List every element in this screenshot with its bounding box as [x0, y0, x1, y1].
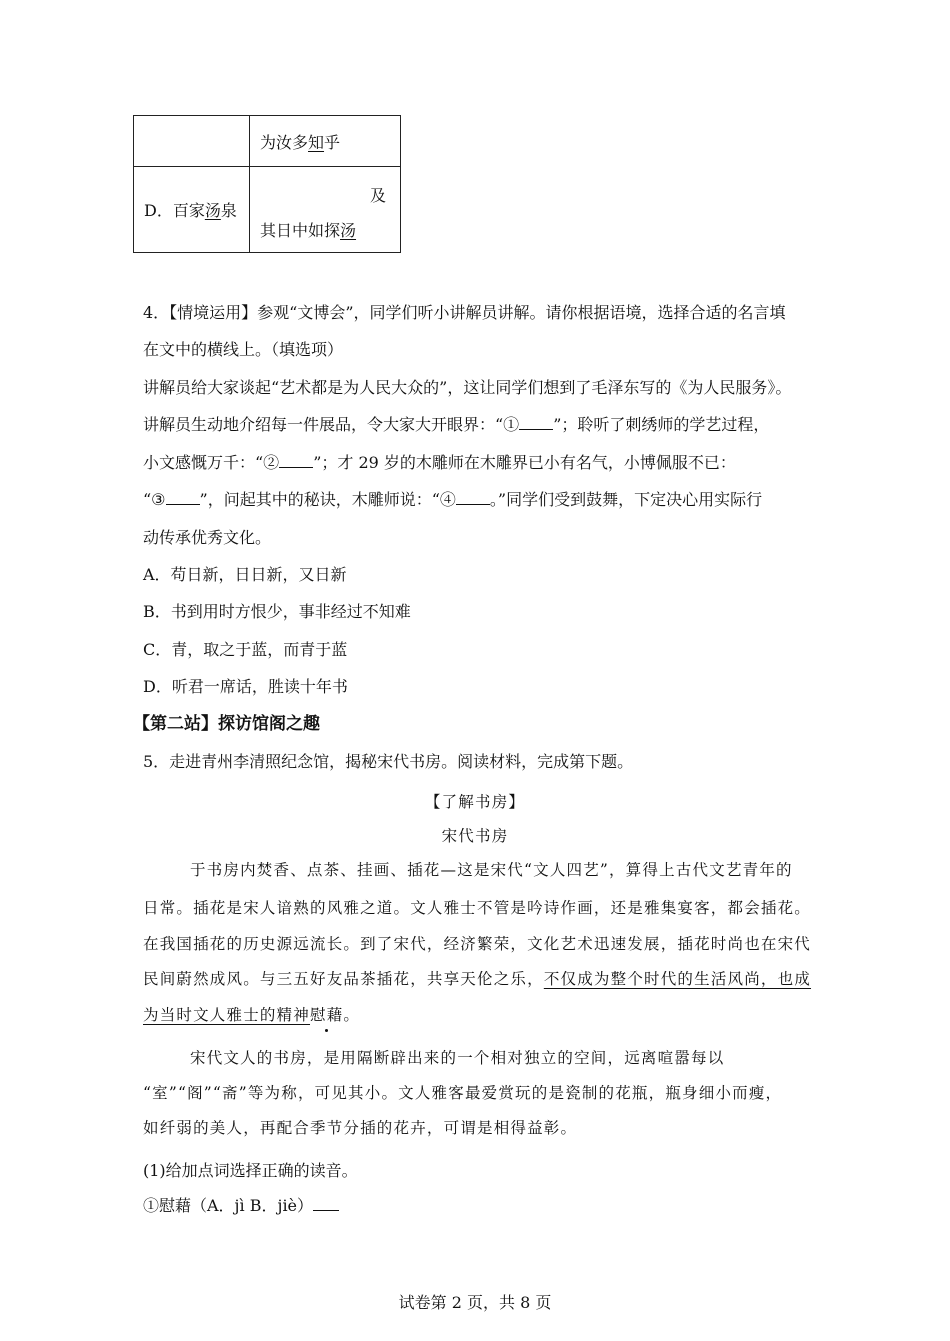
article-line: 如纤弱的美人，再配合季节分插的花卉，可谓是相得益彰。	[143, 1119, 578, 1137]
option-c[interactable]: C．青，取之于蓝，而青于蓝	[143, 640, 348, 659]
text: ①慰藉（A．jì B．jiè）	[143, 1196, 314, 1215]
question-4-line: 动传承优秀文化。	[143, 528, 272, 547]
cell-stack	[250, 167, 400, 252]
table-cell	[250, 167, 401, 253]
cell-text: D．百家	[144, 201, 205, 220]
table-cell	[134, 167, 250, 253]
text: 。”同学们受到鼓舞，下定决心用实际行	[489, 490, 763, 509]
article-line: 宋代文人的书房，是用隔断辟出来的一个相对独立的空间，远离喧嚣每以	[190, 1049, 725, 1067]
text: ”；聆听了刺绣师的学艺过程，	[553, 415, 770, 434]
text: 小文感慨万千：“②	[143, 453, 280, 472]
question-4-line: 4．【情境运用】参观“文博会”，同学们听小讲解员讲解。请你根据语境，选择合适的名言填	[143, 303, 786, 322]
text: ”，问起其中的秘诀，木雕师说：“④	[199, 490, 456, 509]
underlined-char: 汤	[340, 221, 357, 240]
article-title: 宋代书房	[441, 827, 509, 845]
cell-text: 泉	[220, 201, 237, 220]
cell-text: 及	[369, 186, 386, 205]
sub-question-1-item	[143, 1193, 339, 1216]
cell-text-line	[260, 218, 356, 241]
sub-question-1: (1)给加点词选择正确的读音。	[143, 1161, 358, 1180]
blank-3[interactable]	[166, 490, 200, 505]
question-4-line: 讲解员给大家谈起“艺术都是为人民大众的”，这让同学们想到了毛泽东写的《为人民服务》。	[143, 378, 792, 397]
text: ”；才 29 岁的木雕师在木雕界已小有名气，小博佩服不已：	[313, 453, 736, 472]
question-4-line	[143, 450, 736, 473]
table-cell	[134, 116, 250, 167]
article-line: 于书房内焚香、点茶、挂画、插花—这是宋代“文人四艺”，算得上古代文艺青年的	[190, 861, 793, 879]
question-4-line: 在文中的横线上。（填选项）	[143, 340, 344, 359]
table-row	[134, 116, 401, 167]
section-title: 【第二站】探访馆阁之趣	[133, 714, 320, 734]
option-d[interactable]: D．听君一席话，胜读十年书	[143, 677, 348, 696]
underlined-char: 汤	[204, 201, 221, 220]
option-a[interactable]: A．苟日新，日日新，又日新	[143, 565, 347, 584]
text: 。	[343, 1006, 361, 1024]
table-row	[134, 167, 401, 253]
text: “③	[143, 490, 166, 509]
cell-text: 为汝多	[260, 132, 309, 152]
article-line: “室”“阁”“斋”等为称，可见其小。文人雅客最爱赏玩的是瓷制的花瓶，瓶身细小而瘦，	[143, 1084, 783, 1102]
underlined-char: 知	[308, 132, 325, 152]
article-line	[143, 967, 811, 989]
cell-text: 乎	[324, 132, 341, 152]
text: 讲解员生动地介绍每一件展品，令大家大开眼界：“①	[143, 415, 520, 434]
text: 民间蔚然成风。与三五好友品茶插花，共享天伦之乐，	[143, 970, 544, 988]
underlined-sentence: 不仅成为整个时代的生活风尚，也成	[543, 970, 812, 988]
question-4-line	[143, 487, 762, 510]
blank-1[interactable]	[519, 415, 553, 430]
article-line	[143, 1003, 360, 1025]
question-5-intro: 5．走进青州李清照纪念馆，揭秘宋代书房。阅读材料，完成第下题。	[143, 752, 634, 771]
underlined-sentence: 为当时文人雅士的精神	[143, 1006, 311, 1024]
option-b[interactable]: B．书到用时方恨少，事非经过不知难	[143, 602, 411, 621]
blank-4[interactable]	[456, 490, 490, 505]
answer-blank[interactable]	[313, 1196, 339, 1211]
cell-text: 其日中如探	[260, 221, 341, 240]
material-box-title: 【了解书房】	[424, 793, 526, 811]
table-cell	[250, 116, 401, 167]
answer-table	[133, 115, 401, 253]
article-line: 日常。插花是宋人谙熟的风雅之道。文人雅士不管是吟诗作画，还是雅集宴客，都会插花。	[143, 899, 812, 917]
dotted-word: 慰藉	[310, 1003, 343, 1025]
article-line: 在我国插花的历史源远流长。到了宋代，经济繁荣，文化艺术迅速发展，插花时尚也在宋代	[143, 935, 812, 953]
question-4-line	[143, 412, 769, 435]
page-footer: 试卷第 2 页，共 8 页	[398, 1293, 552, 1312]
blank-2[interactable]	[279, 453, 313, 468]
